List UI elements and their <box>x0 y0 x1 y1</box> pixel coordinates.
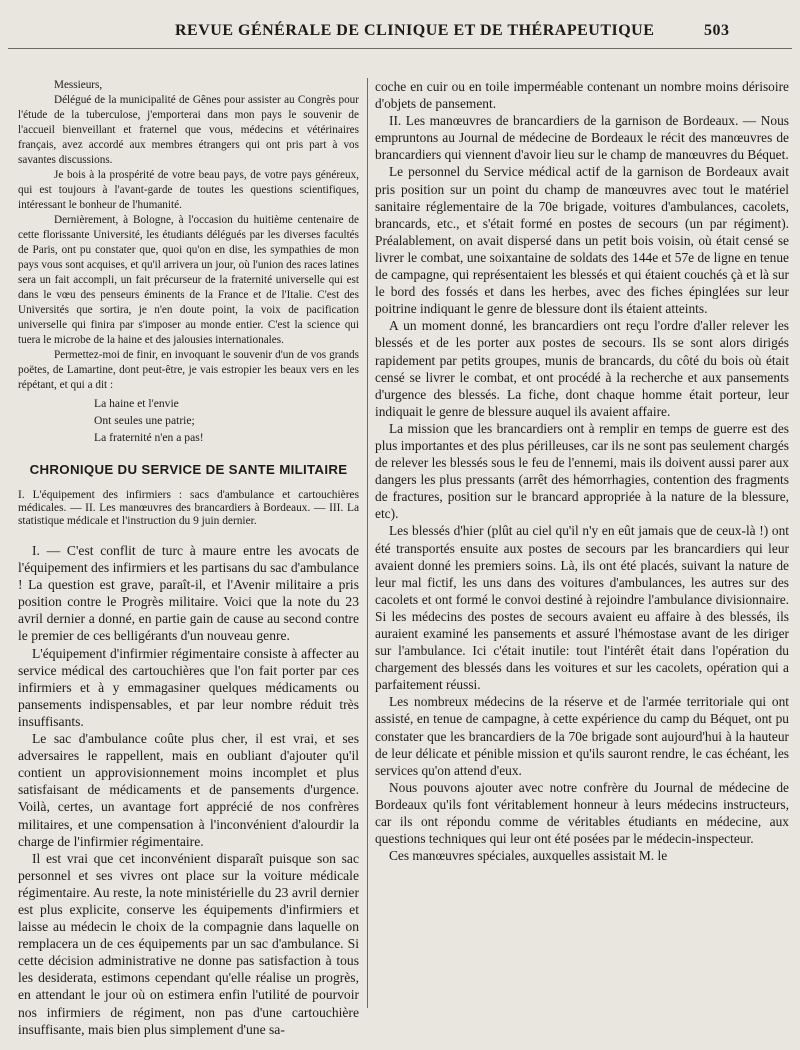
speech-paragraph: Dernièrement, à Bologne, à l'occasion du huitième centenaire de cette florissante Université, les étudiants délégués par les diverses facultés de Paris, ont pu constater que, quoi qu'on en dise, les sympathies de mon pays vous sont acquises, et qu'il arrivera un jour, où l'union des races latines sera un fait accompli, un fait précurseur de la fraternité universelle qui est dans le vœu des penseurs éminents de la France et de l'Italie. C'est des Universités que sortira, je n'en doute point, la voix de pacification universelle qui finira par s'imposer au monde entier. C'est la science qui tuera le microbe de la haine et des jalousies internationales. <box>18 214 359 346</box>
poem-line: La fraternité n'en a pas! <box>94 431 204 444</box>
body-paragraph: La mission que les brancardiers ont à remplir en temps de guerre est des plus importantes et des plus périlleuses, car ils ne sont pas seulement chargés de relever les blessés sous le feu de l'ennemi, mais ils doivent aussi parer aux dangers les plus pressants (arrêt des hémorrhagies, contention des fragments de fractures, position sur le brancard appropriée à la nature de la blessure, etc). <box>375 420 789 522</box>
page-number: 503 <box>704 22 730 39</box>
section-summary: I. L'équipement des infirmiers : sacs d'ambulance et cartouchières médicales. — II. Les manœuvres des brancardiers à Bordeaux. — III. La statistique médicale et l'instruction du 9 juin dernier. <box>18 489 359 527</box>
poem-line: Ont seules une patrie; <box>94 414 195 427</box>
body-paragraph: II. Les manœuvres de brancardiers de la garnison de Bordeaux. — Nous empruntons au Journal de médecine de Bordeaux le récit des manœuvres de brancardiers qui viennent d'avoir lieu sur le champ de manœuvres du Béquet. <box>375 113 789 163</box>
right-column <box>375 78 789 864</box>
body-paragraph: coche en cuir ou en toile imperméable contenant un nombre moins dérisoire d'objets de pansement. <box>375 79 789 112</box>
speech-text <box>18 78 359 393</box>
speech-paragraph: Permettez-moi de finir, en invoquant le souvenir d'un de vos grands poëtes, de Lamartine, dont peut-être, je vais estropier les beaux vers en les répétant, et qui a dit : <box>18 349 359 391</box>
poem-line: La haine et l'envie <box>94 397 179 410</box>
speech-paragraph: Délégué de la municipalité de Gênes pour assister au Congrès pour l'étude de la tuberculose, j'emporterai dans mon pays le souvenir de l'accueil bienveillant et fraternel que vous, médecins et vétérinaires français, avez accordé aux membres étrangers qui ont pris part à vos savantes discussions. <box>18 94 359 166</box>
speech-salutation: Messieurs, <box>54 79 103 91</box>
body-paragraph: A un moment donné, les brancardiers ont reçu l'ordre d'aller relever les blessés et de les porter aux postes de secours. Ils se sont alors dirigés rapidement par petits groupes, munis de brancards, du côté du bois où était censé se livrer le combat, et ont procédé à la recherche et aux pansements d'urgence des blessés. La fiche, dont chaque homme était porteur, leur indiquait le genre de blessure auquel ils avaient affaire. <box>375 318 789 419</box>
body-paragraph: Ces manœuvres spéciales, auxquelles assistait M. le <box>389 848 668 864</box>
body-paragraph: Les blessés d'hier (plût au ciel qu'il n'y en eût jamais que de ceux-là !) ont été transportés ensuite aux postes de secours par les brancardiers qui leur avaient donné les premiers soins. Là, ils ont été placés, suivant la nature de leur mal fictif, les uns dans des voitures d'ambulances, les autres sur des cacolets et ont formé le convoi destiné à rejoindre l'ambulance divisionnaire. Si les médecins des postes de secours avaient eu affaire à des blessés, ils auraient examiné les pansements et assuré l'hémostase avant de les diriger sur l'ambulance. Ici c'était inutile: tout l'intérêt était dans l'opération du chargement des blessés dans les voitures et sur les cacolets, opération qui a parfaitement réussi. <box>375 523 789 693</box>
section-heading: CHRONIQUE DU SERVICE DE SANTE MILITAIRE <box>29 462 348 477</box>
header-rule <box>8 48 792 49</box>
journal-title: REVUE GÉNÉRALE DE CLINIQUE ET DE THÉRAPEUTIQUE <box>175 22 655 39</box>
poem-quote <box>94 395 359 446</box>
chronicle-body <box>18 542 359 1038</box>
body-paragraph: Le personnel du Service médical actif de la garnison de Bordeaux avait pris position sur un point du champ de manœuvres avec tout le matériel sanitaire réglementaire de la 70e brigade, voitures d'ambulances, cacolets, brancards, etc., et s'était formé en postes de secours (un par régiment). Préalablement, on avait dispersé dans un petit bois voisin, où était censé se livrer le combat, une soixantaine de soldats des 144e et 57e de ligne en tenue de campagne, qui représentaient les blessés et qui étaient couchés çà et là sur le bord des fossés et dans les herbes, avec des fiches épinglées sur leur poitrine indiquant le genre de blessure dont ils étaient atteints. <box>375 164 789 317</box>
speech-paragraph: Je bois à la prospérité de votre beau pays, de votre pays généreux, qui est toujours à l'avant-garde de toutes les questions scientifiques, intéressant le bonheur de l'humanité. <box>18 169 359 211</box>
body-paragraph: Il est vrai que cet inconvénient disparaît puisque son sac personnel et ses vivres ont place sur la voiture médicale régimentaire. Au reste, la note ministérielle du 23 avril dernier est plus explicite, conserve les équipements d'infirmiers et laisse au médecin le choix de la compagnie dans laquelle on remplacera un de ces équipements par un sac d'ambulance. Si cette décision administrative ne donne pas satisfaction à tous les desiderata, estimons cependant qu'elle réalise un progrès, en attendant le jour où on estimera enfin l'utilité de pourvoir nos infirmiers de régiment, non pas d'une cartouchière insuffisante, mais bien plus simplement d'une sa- <box>18 850 359 1037</box>
column-divider <box>367 78 368 1008</box>
left-column <box>18 78 359 1038</box>
running-header <box>0 18 800 42</box>
body-paragraph: I. — C'est conflit de turc à maure entre les avocats de l'équipement des infirmiers et les partisans du sac d'ambulance ! La question est grave, paraît-il, et l'Avenir militaire a pris position contre le Progrès militaire. Voici que la note du 23 avril dernier a donné, en partie gain de cause au second contre le premier de ces belligérants d'un nouveau genre. <box>18 543 359 644</box>
body-paragraph: L'équipement d'infirmier régimentaire consiste à affecter au service médical des cartouchières que l'on fait porter par ces infirmiers et à y emmagasiner quelques médicaments ou pansements indispensables, et par leur nombre réduit très insuffisants. <box>18 645 359 729</box>
body-paragraph: Le sac d'ambulance coûte plus cher, il est vrai, et ses adversaires le rappellent, mais en oubliant d'ajouter qu'il contient un approvisionnement moins incomplet et plus satisfaisant de médicaments et de pansements d'urgence. Voilà, certes, un avantage fort apprécié de nos confrères militaires, et une compensation à l'inconvénient d'alourdir la charge de l'infirmier régimentaire. <box>18 731 359 849</box>
body-paragraph: Les nombreux médecins de la réserve et de l'armée territoriale qui ont assisté, en tenue de campagne, à cette expérience du camp du Béquet, ont pu constater que les brancardiers de la 70e brigade sont aujourd'hui à la hauteur de leur délicate et pénible mission et qu'ils sauront rendre, le cas échéant, les services qu'on attend d'eux. <box>375 694 789 778</box>
body-paragraph: Nous pouvons ajouter avec notre confrère du Journal de médecine de Bordeaux qu'ils font véritablement honneur à leurs médecins instructeurs, car ils ont répondu comme de véritables étudiants en médecine, aux questions techniques qui leur ont été posées par le médecin-inspecteur. <box>375 779 789 847</box>
